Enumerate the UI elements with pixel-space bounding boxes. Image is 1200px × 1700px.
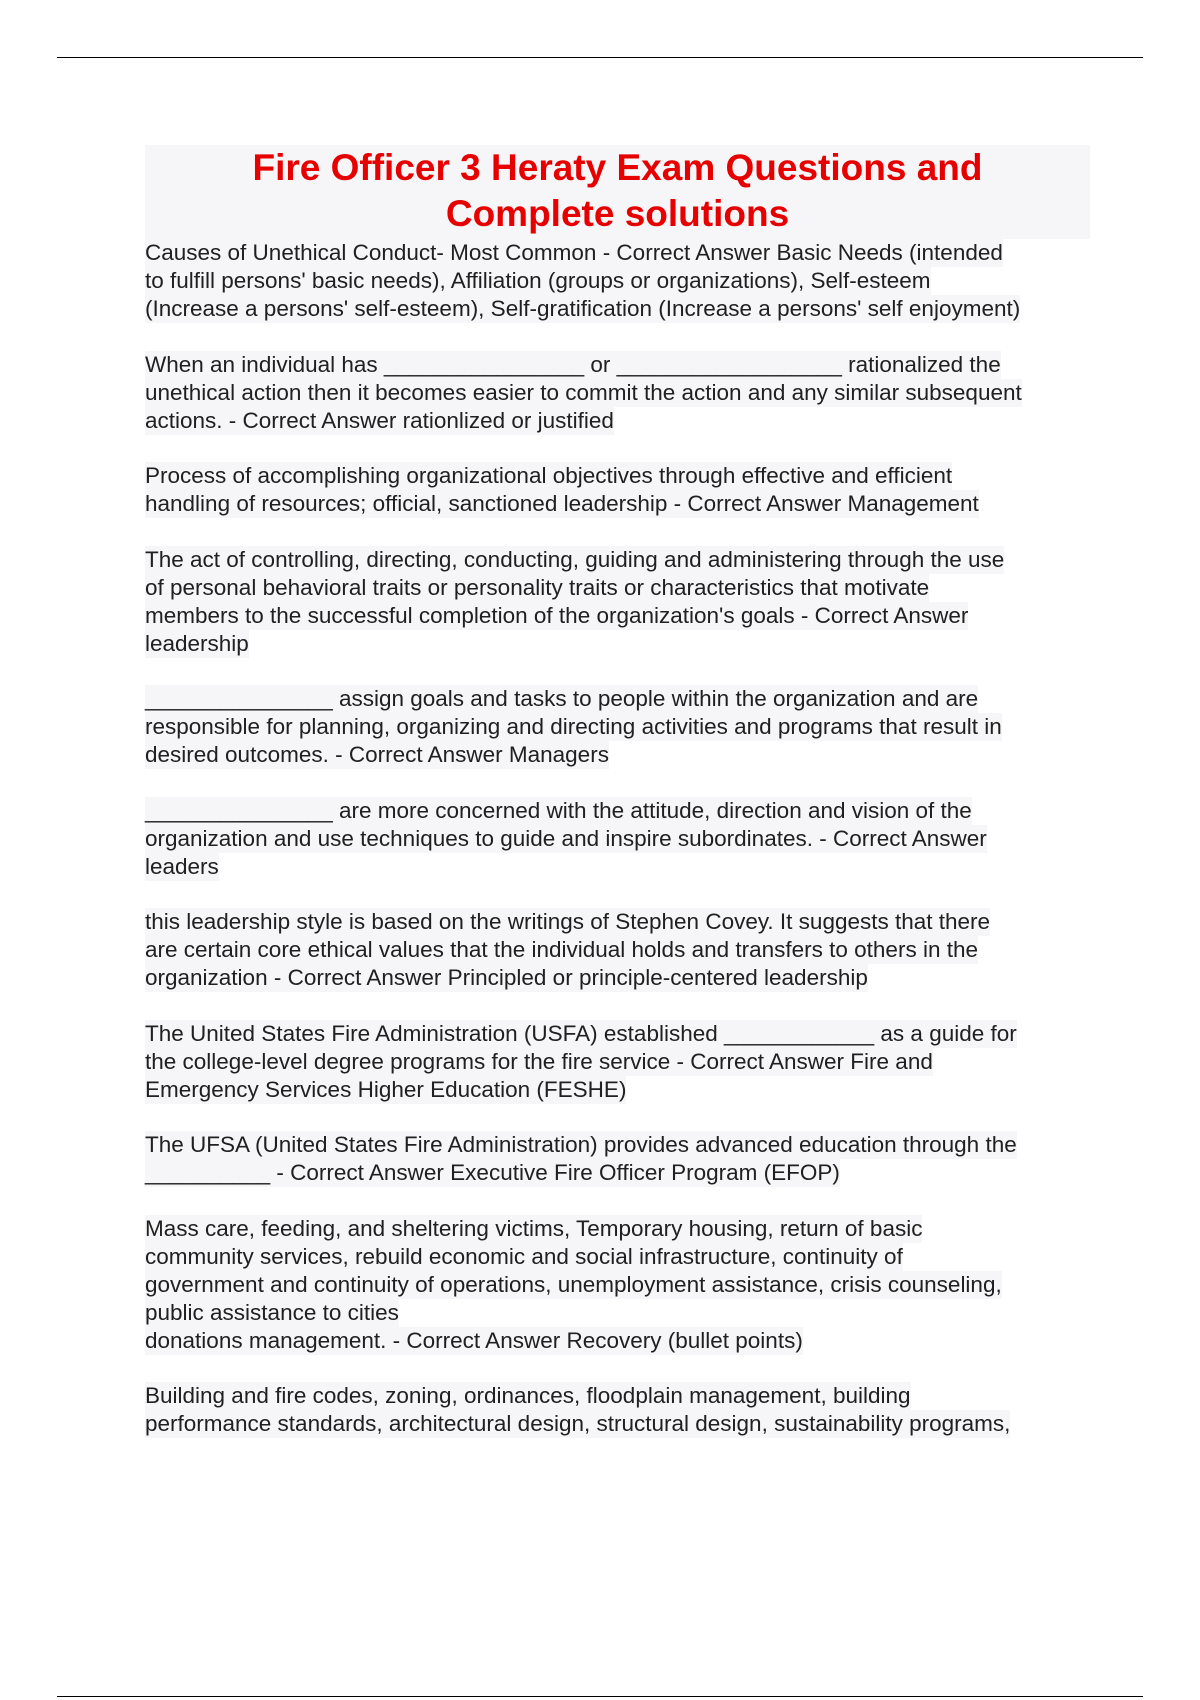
qa-entry-line: donations management. - Correct Answer Recovery (bullet points)	[145, 1327, 803, 1353]
qa-entry-line: performance standards, architectural design, structural design, sustainability programs,	[145, 1411, 1011, 1436]
qa-entry	[145, 908, 1090, 992]
document-body	[145, 145, 1090, 1466]
qa-entry-line: Causes of Unethical Conduct- Most Common - Correct Answer Basic Needs (intended	[145, 240, 1003, 265]
qa-entry-line: _______________ are more concerned with the attitude, direction and vision of the	[145, 797, 972, 823]
qa-entry	[145, 546, 1090, 658]
qa-entry-line: Emergency Services Higher Education (FESHE)	[145, 1076, 627, 1102]
qa-entry-line: government and continuity of operations, unemployment assistance, crisis counseling,	[145, 1271, 1002, 1297]
qa-entry-line: to fulfill persons' basic needs), Affiliation (groups or organizations), Self-esteem	[145, 268, 931, 293]
qa-entry-line: community services, rebuild economic and social infrastructure, continuity of	[145, 1243, 903, 1269]
qa-entry-line: __________ - Correct Answer Executive Fire Officer Program (EFOP)	[145, 1160, 840, 1185]
qa-entry	[145, 1020, 1090, 1104]
top-rule	[57, 57, 1143, 58]
qa-entry-line: are certain core ethical values that the individual holds and transfers to others in the	[145, 937, 978, 962]
title-line-1: Fire Officer 3 Heraty Exam Questions and	[252, 147, 983, 188]
qa-entry-line: Process of accomplishing organizational objectives through effective and efficient	[145, 463, 953, 488]
title-line-2: Complete solutions	[445, 193, 790, 234]
qa-entry	[145, 239, 1090, 323]
qa-entry-line: handling of resources; official, sanctioned leadership - Correct Answer Management	[145, 491, 979, 516]
qa-entry-line: of personal behavioral traits or personality traits or characteristics that motivate	[145, 574, 930, 600]
qa-entry-line: Mass care, feeding, and sheltering victims, Temporary housing, return of basic	[145, 1215, 923, 1241]
qa-entry	[145, 1131, 1090, 1187]
qa-entry-line: desired outcomes. - Correct Answer Managers	[145, 742, 609, 767]
qa-entry-line: The act of controlling, directing, conducting, guiding and administering through the use	[145, 546, 1005, 572]
qa-entry-line: this leadership style is based on the writings of Stephen Covey. It suggests that there	[145, 909, 991, 934]
qa-entry-line: Building and fire codes, zoning, ordinances, floodplain management, building	[145, 1383, 911, 1408]
qa-entry-line: _______________ assign goals and tasks to people within the organization and are	[145, 686, 979, 711]
bottom-rule	[57, 1696, 1143, 1697]
qa-entry-line: the college-level degree programs for the fire service - Correct Answer Fire and	[145, 1048, 933, 1074]
qa-list	[145, 239, 1090, 1438]
document-title	[145, 145, 1090, 239]
qa-entry	[145, 797, 1090, 881]
qa-entry-line: responsible for planning, organizing and directing activities and programs that result in	[145, 714, 1002, 739]
qa-entry	[145, 351, 1090, 435]
qa-entry-line: leaders	[145, 853, 219, 879]
qa-entry	[145, 1382, 1090, 1438]
qa-entry-line: members to the successful completion of the organization's goals - Correct Answer	[145, 602, 969, 628]
qa-entry	[145, 685, 1090, 769]
qa-entry-line: The UFSA (United States Fire Administration) provides advanced education through the	[145, 1132, 1017, 1157]
qa-entry-line: leadership	[145, 630, 249, 656]
qa-entry	[145, 1215, 1090, 1355]
qa-entry-line: organization - Correct Answer Principled or principle-centered leadership	[145, 965, 868, 990]
qa-entry-line: The United States Fire Administration (USFA) established ____________ as a guide for	[145, 1020, 1017, 1046]
qa-entry	[145, 462, 1090, 518]
qa-entry-line: public assistance to cities	[145, 1299, 399, 1325]
qa-entry-line: When an individual has ________________ or __________________ rationalized the	[145, 351, 1001, 377]
qa-entry-line: organization and use techniques to guide and inspire subordinates. - Correct Answer	[145, 825, 987, 851]
qa-entry-line: actions. - Correct Answer rationlized or justified	[145, 407, 614, 433]
qa-entry-line: unethical action then it becomes easier to commit the action and any similar subsequent	[145, 379, 1022, 405]
qa-entry-line: (Increase a persons' self-esteem), Self-gratification (Increase a persons' self enjoyment)	[145, 296, 1021, 321]
